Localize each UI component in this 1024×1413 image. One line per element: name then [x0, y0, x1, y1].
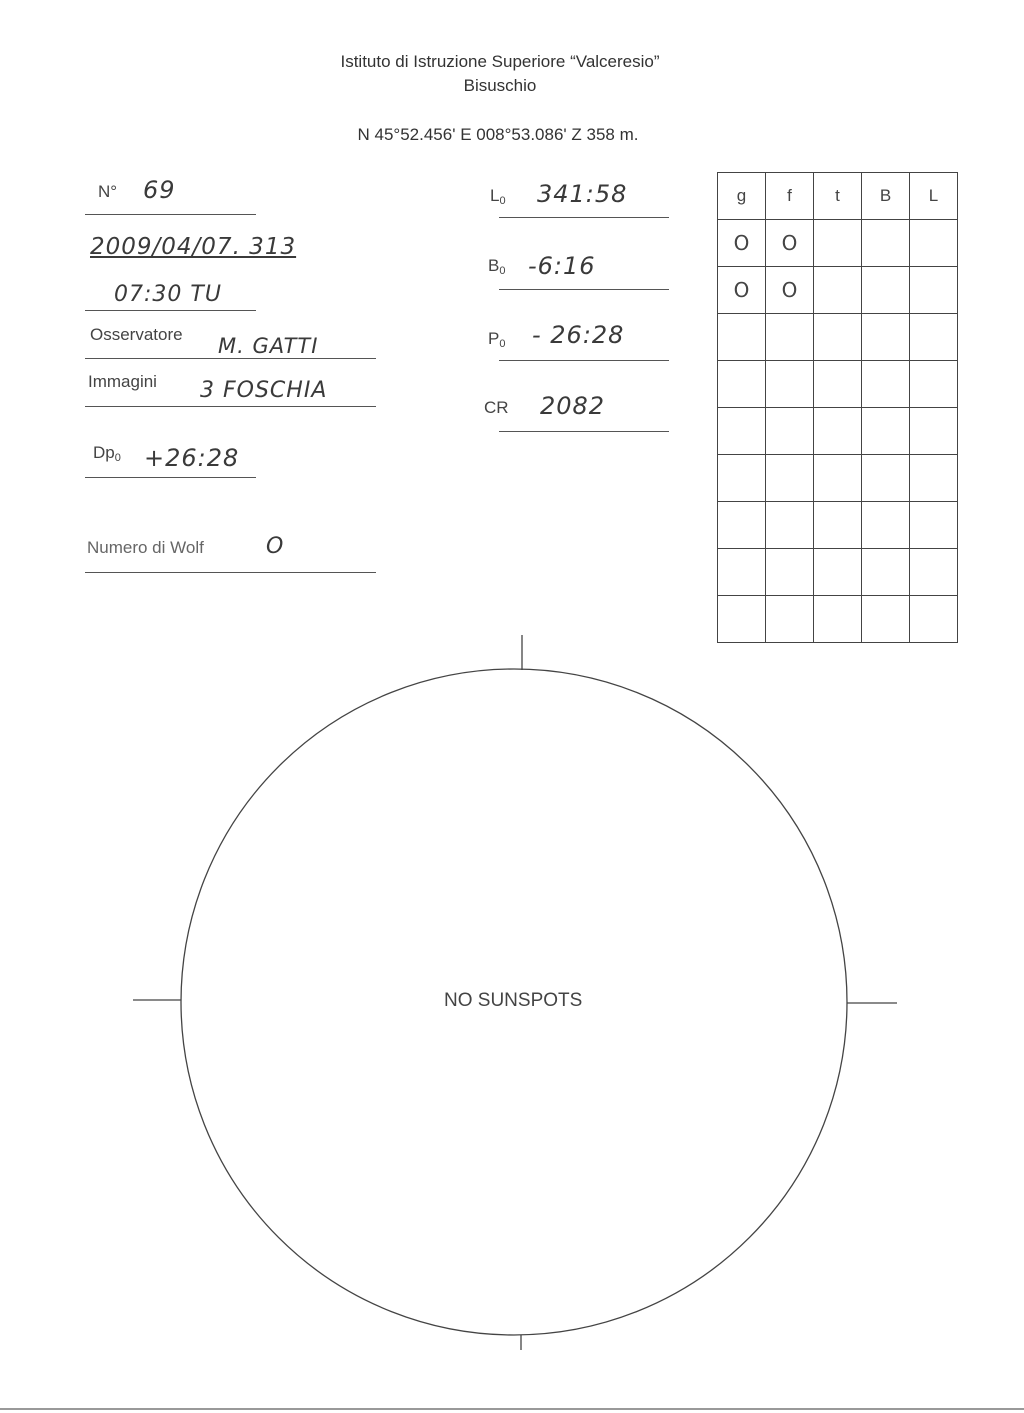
town-name: Bisuschio — [463, 76, 537, 95]
dp0-label: $Dp_0$ — [93, 443, 121, 464]
col-header-t: t — [814, 173, 862, 220]
date-value: 2009/04/07. 313 — [90, 234, 297, 260]
observer-label: Osservatore — [90, 325, 183, 344]
l0-value: 341:58 — [537, 180, 628, 208]
images-label: Immagini — [88, 372, 157, 391]
table-cell: O — [718, 220, 766, 267]
wolf-label: Numero di Wolf — [87, 538, 204, 557]
institute-title: Istituto di Istruzione Superiore “Valceresio” — [340, 52, 660, 71]
number-label: N° — [98, 182, 118, 201]
time-value: 07:30 TU — [114, 282, 222, 307]
b0-value: -6:16 — [528, 252, 596, 280]
cr-value: 2082 — [540, 392, 606, 420]
observer-value: M. GATTI — [218, 334, 319, 358]
disk-note: NO SUNSPOTS — [444, 990, 583, 1011]
table-cell: O — [718, 267, 766, 314]
b0-label: $B_0$ — [488, 256, 506, 277]
number-value: 69 — [143, 176, 176, 204]
col-header-b: B — [862, 173, 910, 220]
p0-value: - 26:28 — [532, 321, 625, 349]
cr-label: CR — [484, 398, 509, 417]
p0-label: $P_0$ — [488, 329, 506, 350]
dp0-value: +26:28 — [144, 444, 240, 472]
images-value: 3 FOSCHIA — [200, 378, 328, 403]
col-header-g: g — [718, 173, 766, 220]
col-header-l: L — [910, 173, 958, 220]
col-header-f: f — [766, 173, 814, 220]
table-cell: O — [766, 267, 814, 314]
l0-label: $L_0$ — [490, 186, 506, 207]
table-cell: O — [766, 220, 814, 267]
coordinates: N 45°52.456' E 008°53.086' Z 358 m. — [357, 125, 639, 144]
wolf-value: O — [266, 534, 285, 559]
